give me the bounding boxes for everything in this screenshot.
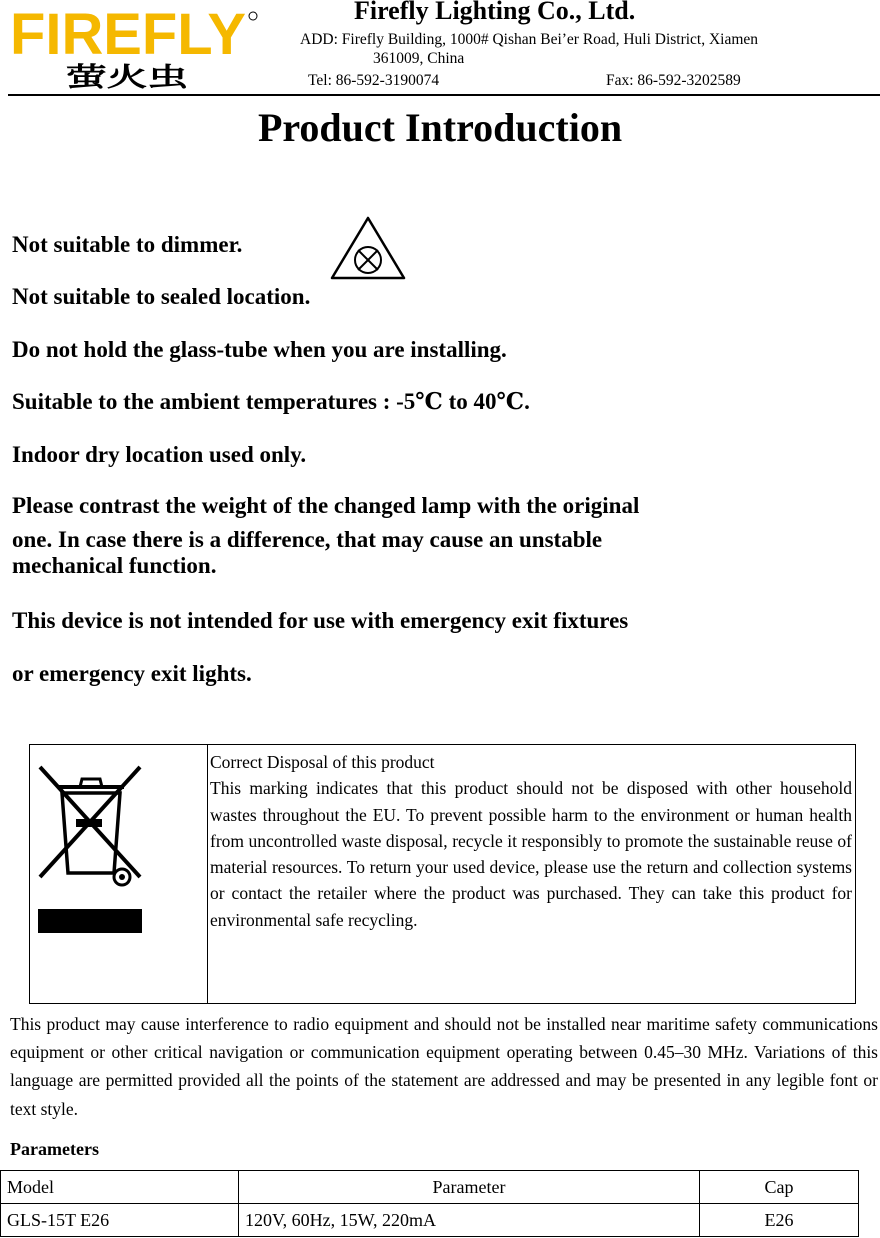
notice-sealed-location: Not suitable to sealed location. — [12, 284, 311, 309]
company-telephone: Tel: 86-592-3190074 — [308, 72, 440, 89]
page-title: Product Introduction — [257, 105, 623, 150]
cell-cap: E26 — [700, 1204, 859, 1237]
company-name: Firefly Lighting Co., Ltd. — [354, 0, 636, 25]
notice-contrast-line-1: Please contrast the weight of the changed lamp with the original — [12, 493, 640, 518]
table-header-row — [1, 1171, 859, 1204]
notice-emergency-line-2: or emergency exit lights. — [12, 661, 252, 686]
cell-model: GLS-15T E26 — [1, 1204, 239, 1237]
firefly-logo — [10, 6, 258, 60]
disposal-info-box — [29, 744, 856, 1004]
logo-chinese-wordmark: 萤火虫 — [66, 63, 188, 90]
header-divider — [8, 94, 880, 96]
column-header-model: Model — [1, 1171, 239, 1204]
notice-dimmer: Not suitable to dimmer. — [12, 232, 243, 257]
notice-emergency-line-1: This device is not intended for use with emergency exit fixtures — [12, 608, 629, 633]
notice-weight-contrast — [12, 493, 872, 579]
cell-parameter: 120V, 60Hz, 15W, 220mA — [239, 1204, 700, 1237]
column-header-cap: Cap — [700, 1171, 859, 1204]
notice-contrast-line-2: one. In case there is a difference, that may cause an unstable — [12, 527, 603, 552]
notice-glass-tube: Do not hold the glass-tube when you are installing. — [12, 337, 507, 362]
notice-temperature: Suitable to the ambient temperatures : -5℃ to 40℃. — [12, 389, 530, 414]
disposal-body: This marking indicates that this product should not be disposed with other household wastes throughout the EU. To prevent possible harm to the environment or human health from uncontrolled waste disposal, recycle it responsibly to promote the sustainable reuse of material resources. To return your used device, please use the return and collection systems or contact the retailer where the product was purchased. They can take this product for environmental safe recycling. — [210, 778, 852, 930]
firefly-chinese-logo — [66, 62, 196, 90]
company-address — [300, 30, 865, 68]
parameters-table — [0, 1170, 859, 1237]
parameters-heading: Parameters — [10, 1139, 99, 1159]
table-row — [1, 1204, 859, 1237]
column-header-parameter: Parameter — [239, 1171, 700, 1204]
company-fax: Fax: 86-592-3202589 — [606, 72, 741, 89]
no-dimmer-warning-icon — [328, 214, 408, 284]
notice-indoor: Indoor dry location used only. — [12, 442, 307, 467]
address-line-1: ADD: Firefly Building, 1000# Qishan Bei’er Road, Huli District, Xiamen — [300, 31, 759, 48]
address-line-2: 361009, China — [373, 50, 465, 67]
disposal-box-divider — [207, 745, 208, 1003]
disposal-text — [210, 749, 852, 933]
crossed-out-wheelie-bin-icon — [36, 761, 142, 935]
logo-wordmark: FIREFLY — [10, 6, 246, 60]
interference-statement: This product may cause interference to radio equipment and should not be installed near maritime safety communications equipment or other critical navigation or communication equipment operating between 0.45–30 MHz. Variations of this language are permitted provided all the points of the statement are addressed and may be presented in any legible font or text style. — [10, 1014, 878, 1119]
disposal-title: Correct Disposal of this product — [210, 752, 435, 772]
notice-contrast-line-3: mechanical function. — [12, 553, 217, 578]
